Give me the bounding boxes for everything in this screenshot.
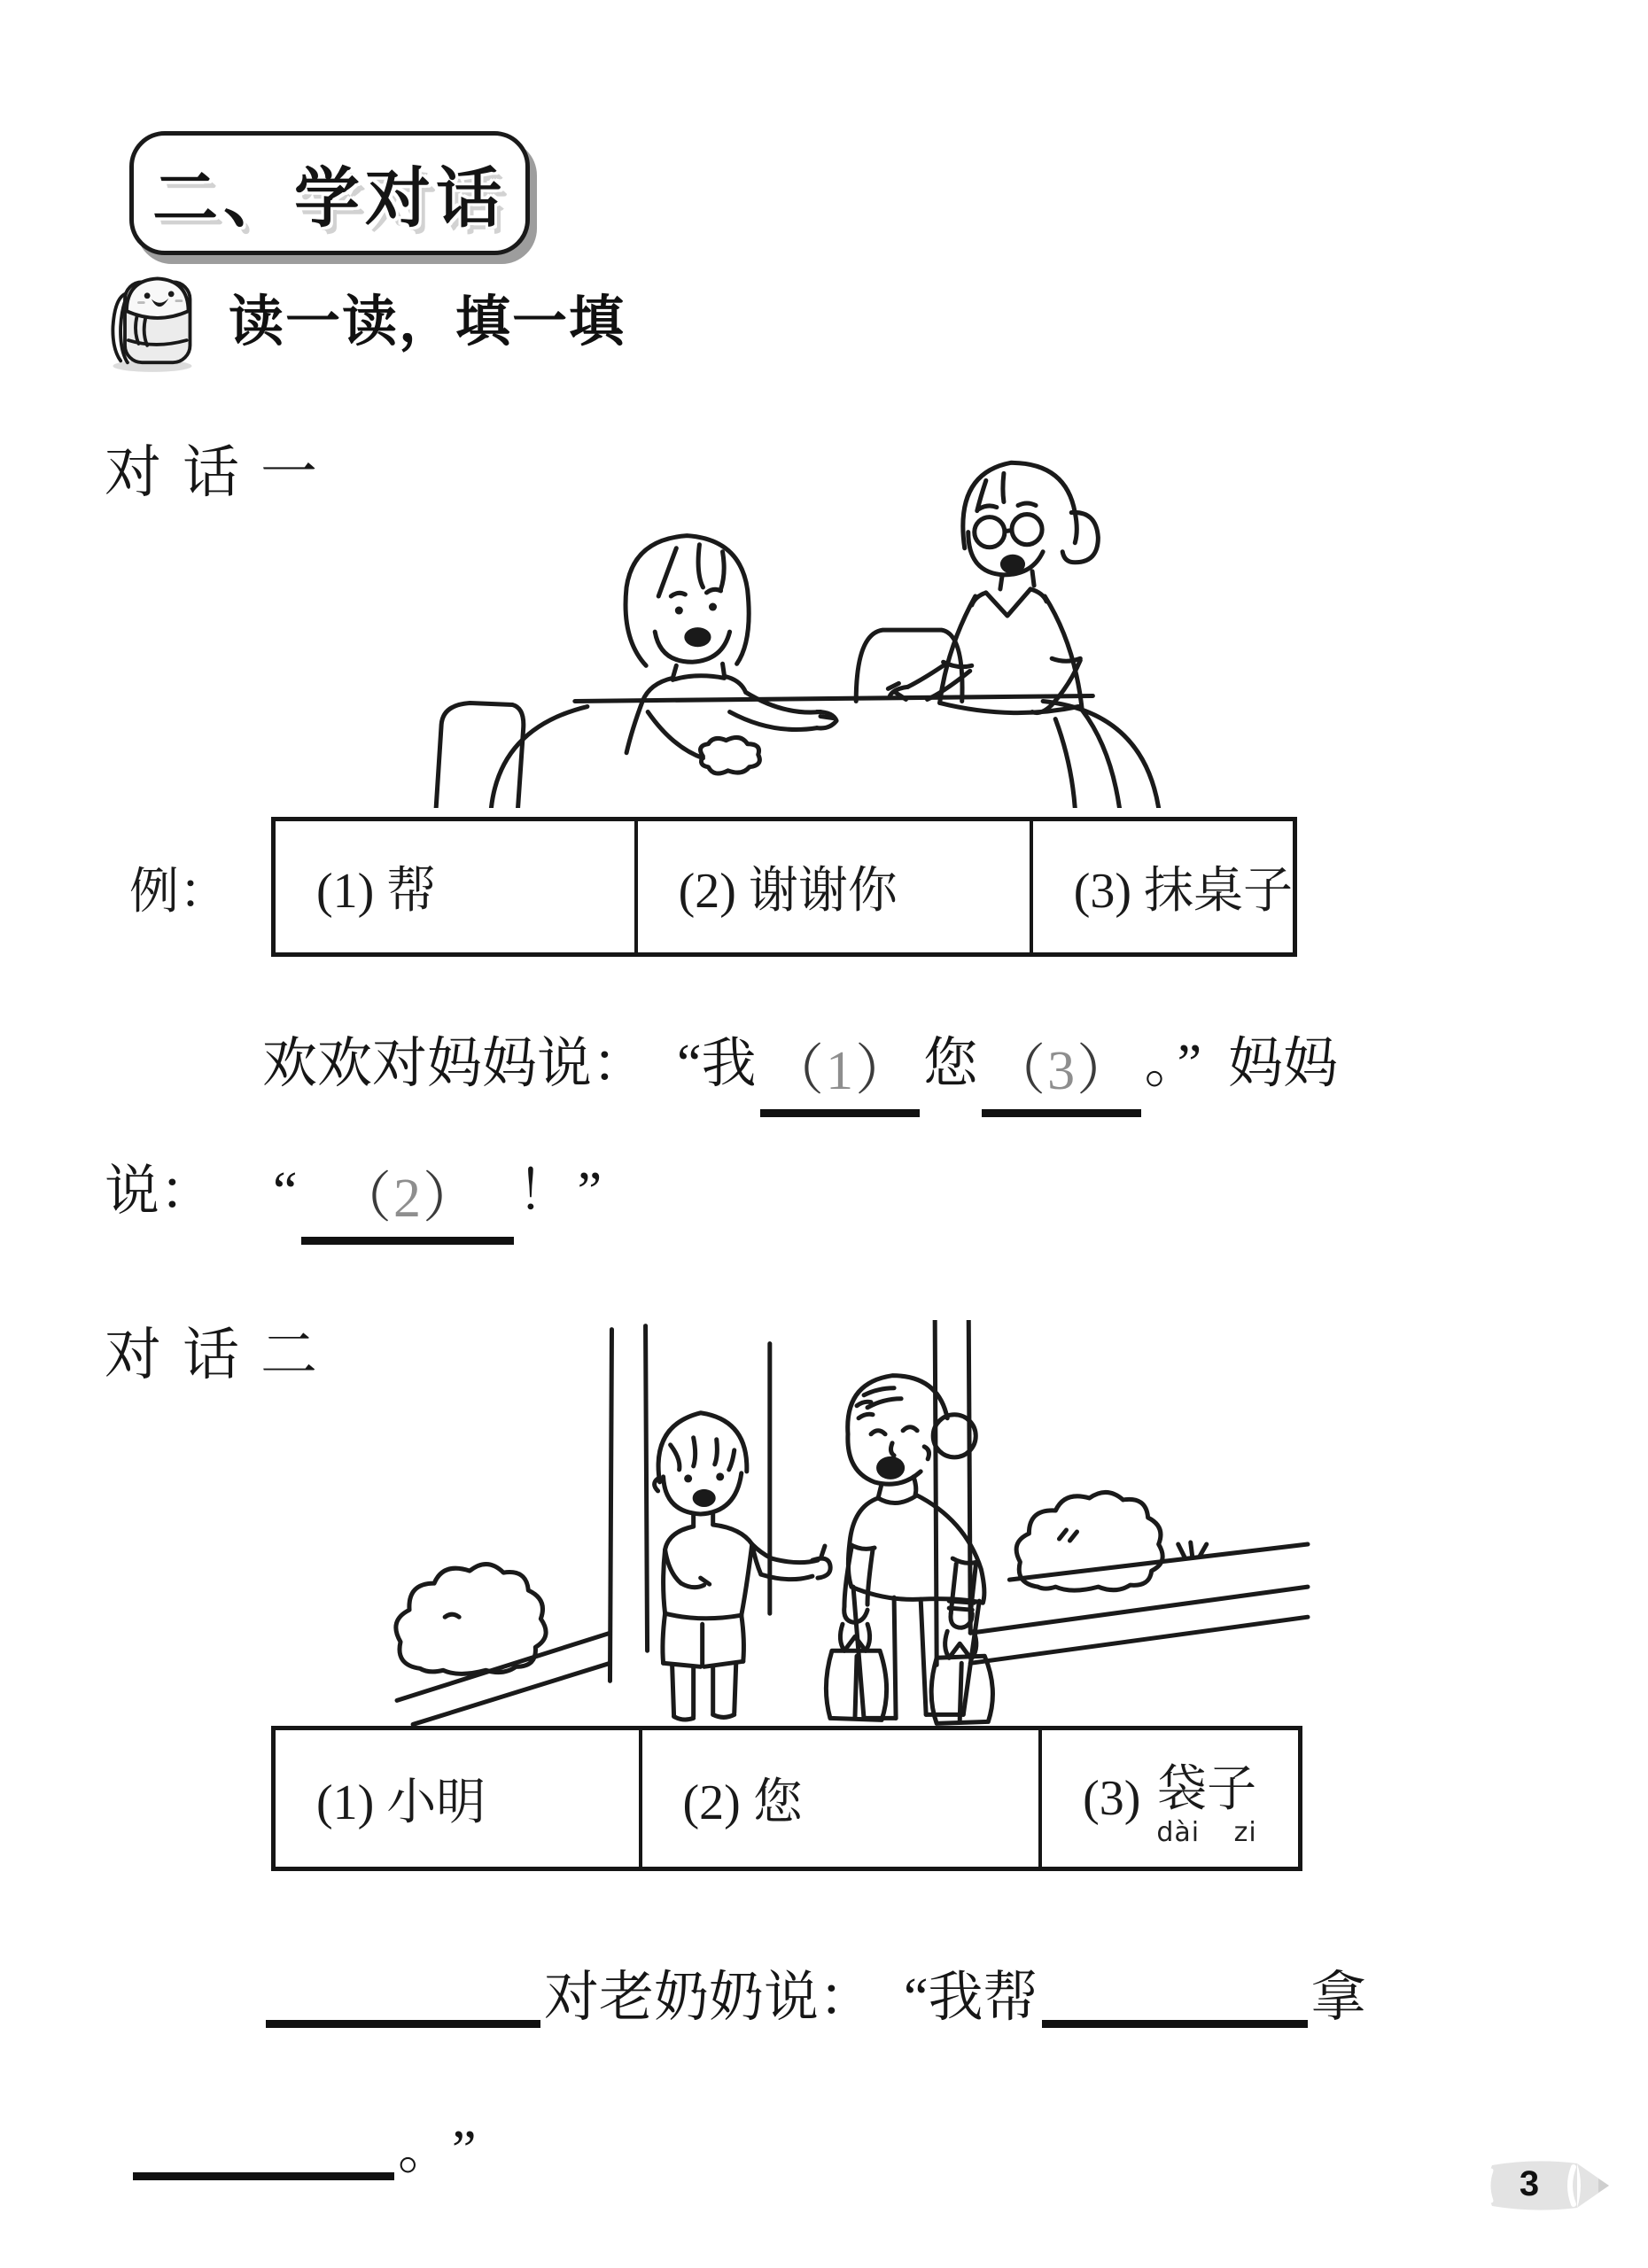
- close-quote: ”: [577, 1161, 602, 1222]
- sentence-text: 您: [922, 1034, 978, 1094]
- sentence-text: 对老奶奶说：: [544, 1968, 875, 2028]
- word-cell: [639, 1730, 1039, 1867]
- fill-blank-1: [760, 1043, 920, 1117]
- blank-paren: （: [769, 1041, 825, 1101]
- backpack-icon: [99, 259, 202, 374]
- lesson-title: 二、学对话: [152, 161, 507, 235]
- activity-header: [99, 259, 626, 374]
- word-cell-text: (3) 抹桌子: [1073, 864, 1293, 919]
- word-cell-text: (1) 小明: [316, 1775, 486, 1830]
- close-quote: ”: [1177, 1034, 1202, 1094]
- word-cell-text: (2) 您: [682, 1775, 803, 1830]
- fill-blank-2: [301, 1170, 514, 1245]
- open-quote: “: [904, 1968, 929, 2028]
- word-with-pinyin: [1156, 1750, 1256, 1848]
- blank-number: 2: [393, 1169, 422, 1229]
- dialogue2-word-table: [271, 1726, 1302, 1871]
- sentence-text: 我帮: [928, 1968, 1038, 2028]
- fill-blank-empty: [1042, 1974, 1308, 2028]
- dialogue2-heading: 对话二: [105, 1324, 338, 1386]
- word-cell: [1030, 821, 1293, 952]
- dialogue2-sentence-line2: [129, 2105, 477, 2184]
- open-quote: “: [677, 1034, 702, 1094]
- blank-paren: ）: [1077, 1041, 1132, 1101]
- word-cell-number: (3): [1083, 1771, 1141, 1826]
- sentence-text: 说：: [105, 1161, 215, 1222]
- exclamation: ！: [517, 1161, 572, 1222]
- fill-blank-3: [982, 1043, 1141, 1117]
- fill-blank-empty: [133, 2126, 394, 2180]
- open-quote: “: [273, 1161, 298, 1222]
- blank-number: 3: [1047, 1041, 1076, 1101]
- period: 。: [1144, 1034, 1172, 1094]
- word-cell: [1038, 1730, 1298, 1867]
- word-cell-text: (1) 帮: [316, 864, 437, 919]
- dialogue1-heading: 对话一: [105, 441, 338, 504]
- blank-paren: ）: [423, 1169, 478, 1229]
- sentence-text: 妈妈: [1228, 1034, 1339, 1094]
- close-quote: ”: [452, 2120, 477, 2180]
- page-number: 3: [1519, 2164, 1540, 2203]
- pinyin-label: dài zi: [1156, 1816, 1257, 1848]
- word-cell-text: (2) 谢谢你: [678, 864, 898, 919]
- page-number-badge: [1478, 2158, 1611, 2213]
- word-cell-text: 袋子: [1157, 1761, 1257, 1817]
- blank-paren: ）: [855, 1041, 911, 1101]
- period: 。: [398, 2120, 426, 2180]
- blank-number: 1: [826, 1041, 854, 1101]
- sentence-text: 拿: [1310, 1968, 1366, 2028]
- blank-paren: （: [991, 1041, 1046, 1101]
- dialogue2-illustration-grandma-bags: [388, 1320, 1315, 1728]
- fill-blank-empty: [266, 1974, 540, 2028]
- activity-label: 读一读，填一填: [229, 291, 626, 353]
- sentence-text: 我: [701, 1034, 757, 1094]
- sentence-text: 欢欢对妈妈说：: [262, 1034, 648, 1094]
- dialogue1-sentence-line1: [262, 1019, 1338, 1117]
- dialogue1-sentence-line2: [105, 1146, 602, 1245]
- word-cell: [276, 821, 634, 952]
- blank-paren: （: [337, 1169, 393, 1229]
- word-cell: [634, 821, 1030, 952]
- example-label: 例：: [129, 865, 229, 920]
- dialogue1-word-table: [271, 817, 1297, 957]
- dialogue1-illustration-table-wiping: [409, 399, 1221, 808]
- word-cell: [276, 1730, 639, 1867]
- dialogue2-sentence-line1: [262, 1953, 1366, 2031]
- lesson-title-badge: [129, 131, 530, 255]
